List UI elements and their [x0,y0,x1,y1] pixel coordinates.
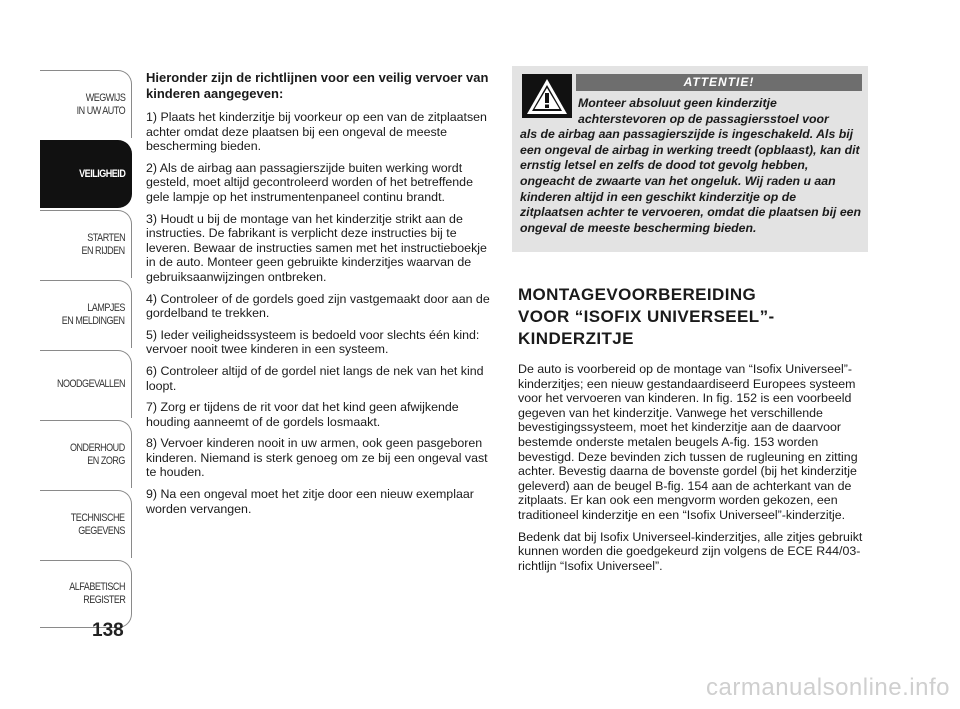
tab-label: STARTEN [87,231,125,244]
section-title-line: VOOR “ISOFIX UNIVERSEEL”- [518,307,775,326]
attention-label: ATTENTIE! [576,74,862,91]
tab-label: ALFABETISCH [69,581,125,593]
attention-text-first: Monteer absoluut geen kinderzitje achterstevoren op de passagiersstoel voor [578,96,829,126]
guideline-item: 8) Vervoer kinderen nooit in uw armen, ook geen pasgeboren kinderen. Niemand is sterk genoeg om ze bij een ongeval vast te houden. [146,436,488,480]
tab-label: WEGWIJS [85,91,125,104]
tab-label: TECHNISCHE [71,511,125,524]
guideline-item: 4) Controleer of de gordels goed zijn vastgemaakt door aan de gordelband te trekken. [146,291,490,321]
attention-text [520,96,862,236]
body-paragraph: De auto is voorbereid op de montage van “Isofix Universeel”-kinderzitjes; een nieuw gestandaardiseerd Europees systeem voor het vervoeren van kinderen. In fig. 152 is een voorbeeld gegeven van het kinderzitje. Vanwege het verschillende bevestigingssysteem, moet het kinderzitje aan de daarvoor bestemde onderste metalen beugels A-fig. 153 worden bevestigd. Deze bevinden zich tussen de rugleuning en zitting achter. Bevestig daarna de bovenste gordel (bij het kinderzitje geleverd) aan de beugel B-fig. 154 aan de achterkant van de zitplaats. Er kan ook een mengvorm worden gekozen, een traditioneel kinderzitje en een “Isofix Universeel”-kinderzitje. [518,362,858,522]
tab-label: ONDERHOUD [70,441,125,454]
tab-noodgevallen[interactable] [40,350,132,418]
guidelines-column [146,70,496,523]
tab-label: VEILIGHEID [78,168,125,180]
tab-onderhoud[interactable] [40,420,132,488]
guidelines-intro: Hieronder zijn de richtlijnen voor een veilig vervoer van kinderen aangegeven: [146,70,489,101]
watermark: carmanualsonline.info [706,674,950,701]
tab-label: REGISTER [82,594,125,606]
attention-text-rest: als de airbag aan passagierszijde is ingeschakeld. Als bij een ongeval de airbag in werking treedt (opblaast), kan dit ernstig letsel en zelfs de dood tot gevolg hebben, ongeacht de zwaarte van het ongeluk. Wij raden u aan kinderen altijd in een geschikt kinderzitje op de zitplaatsen achter te vervoeren, omdat die plaatsen bij een ongeval de meeste bescherming bieden. [520,127,862,235]
guideline-item: 3) Houdt u bij de montage van het kinderzitje strikt aan de instructies. De fabrikant is verplicht deze instructies bij te leveren. Bewaar de instructies samen met het instructieboekje in de auto. Monteer geen gebruikte kinderzitjes waarvan de gebruiksaanwijzingen ontbreken. [146,211,487,284]
guideline-item: 6) Controleer altijd of de gordel niet langs de nek van het kind loopt. [146,363,484,393]
isofix-body [518,362,870,580]
tab-label: NOODGEVALLEN [56,378,125,390]
body-paragraph: Bedenk dat bij Isofix Universeel-kinderzitjes, alle zitjes gebruikt kunnen worden die goedgekeurd zijn volgens de ECE R44/03-richtlijn “Isofix Universeel”. [518,529,863,573]
tab-label: IN UW AUTO [76,104,125,117]
tab-label: EN RIJDEN [81,244,125,257]
guideline-item: 9) Na een ongeval moet het zitje door een nieuw exemplaar worden vervangen. [146,487,474,516]
tab-lampjes[interactable] [40,280,132,348]
tab-label: GEGEVENS [78,524,125,537]
guideline-item: 5) Ieder veiligheidssysteem is bedoeld voor slechts één kind: vervoer nooit twee kinderen in een systeem. [146,327,480,357]
tab-veiligheid[interactable] [40,140,132,208]
section-title [518,284,858,350]
guideline-item: 2) Als de airbag aan passagierszijde buiten werking wordt gesteld, moet altijd gecontroleerd worden of het betreffende gele lampje op het instrumentenpaneel continu brandt. [146,160,473,204]
tab-alfabetisch-register[interactable] [40,560,132,628]
section-title-line: MONTAGEVOORBEREIDING [518,285,757,304]
guideline-item: 1) Plaats het kinderzitje bij voorkeur op een van de zitplaatsen achter omdat deze plaatsen bij een ongeval de meeste bescherming bieden. [146,110,487,154]
guideline-item: 7) Zorg er tijdens de rit voor dat het kind geen afwijkende houding aanneemt of de gordels losmaakt. [146,400,459,429]
tab-label: EN MELDINGEN [62,314,125,327]
tab-label: LAMPJES [87,301,125,314]
tab-starten[interactable] [40,210,132,278]
page-number: 138 [92,620,124,641]
section-title-line: KINDERZITJE [518,329,634,348]
tab-wegwijs[interactable] [40,70,132,138]
tab-technische-gegevens[interactable] [40,490,132,558]
tab-label: EN ZORG [87,454,125,467]
attention-box [512,66,868,252]
